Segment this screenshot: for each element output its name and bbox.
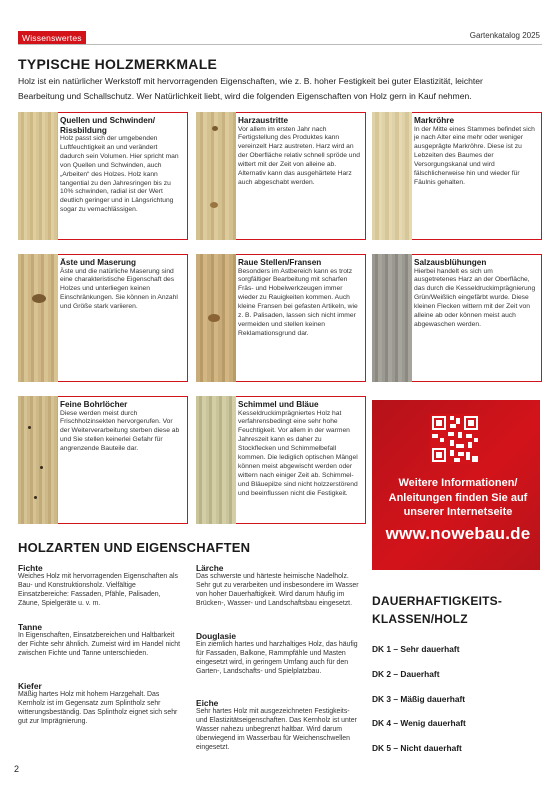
durability-class: DK 3 – Mäßig dauerhaft: [372, 694, 466, 704]
card-title: Raue Stellen/Fransen: [238, 258, 322, 267]
feature-card: [372, 254, 542, 382]
wood-description: Weiches Holz mit hervorragenden Eigenschaften als Bau- und Konstruktionsholz. Vielfältige Einsatzbereiche: Fassaden, Pfähle, Palisaden, Zäune, Spielgeräte u. v. m.: [18, 573, 178, 607]
feature-card: [18, 112, 188, 240]
feature-card: [18, 396, 188, 524]
wood-name: Lärche: [196, 563, 224, 573]
card-text: Äste und die natürliche Maserung sind eine charakteristische Eigenschaft des Holzes und unterliegen keinen Einschränkungen. Sie können in Anzahl und Größe stark variieren.: [60, 267, 178, 311]
card-text: Hierbei handelt es sich um ausgetretenes Harz an der Oberfläche, das durch die Kesseldruckimprägnierung Grün/Weißlich eingefärbt wurde. Diese kleinen Flecken wittern mit der Zeit von alleine ab oder können meist auch abgewaschen werden.: [414, 267, 536, 328]
wood-type: [18, 563, 183, 609]
section-title-woods: HOLZARTEN UND EIGENSCHAFTEN: [18, 540, 251, 555]
wood-name: Tanne: [18, 622, 43, 632]
wood-type: [18, 622, 183, 659]
durability-class: DK 1 – Sehr dauerhaft: [372, 644, 460, 654]
page-number: 2: [14, 764, 20, 774]
durability-class: DK 5 – Nicht dauerhaft: [372, 743, 462, 753]
wood-image: [196, 112, 238, 240]
wood-image: [372, 254, 414, 382]
catalog-title: Gartenkatalog 2025: [469, 31, 540, 40]
wood-name: Kiefer: [18, 681, 42, 691]
wood-type: [196, 563, 361, 609]
card-text: In der Mitte eines Stammes befindet sich je nach Alter eine mehr oder weniger ausgeprägte Markröhre. Diese ist zu Lebzeiten des Baumes der Versorgungskanal und wird fälschlicherweise hin und wieder für Fäulnis gehalten.: [414, 125, 535, 186]
header-divider: [18, 44, 542, 45]
card-text: Diese werden meist durch Frischholzinsekten hervorgerufen. Vor der Weiterverarbeitung sterben diese ab und Sie stellen keinerlei Gefahr für angrenzende Bauteile dar.: [60, 409, 180, 453]
qr-code-icon[interactable]: [430, 414, 480, 464]
card-text: Holz passt sich der umgebenden Luftfeuchtigkeit an und verändert dadurch sein Volumen. Hier spricht man von Quellen und Schwinden, auch „Arbeiten“ des Holzes. Holz kann tangential zu den Jahresringen bis zu 10% schwinden, radial ist der Wert deutlich geringer und in Längsrichtung sogar zu vernachlässigen.: [60, 135, 179, 214]
feature-card: [196, 396, 366, 524]
wood-image: [196, 254, 238, 382]
wood-type: [196, 698, 361, 753]
intro-text: Holz ist ein natürlicher Werkstoff mit hervorragenden Eigenschaften, wie z. B. hoher Festigkeit bei guter Elastizität, leichter Bearbeitung und Schallschutz. Wer Natürlichkeit liebt, wird die folgenden Eigenschaften von Holz gern in Kauf nehmen.: [18, 76, 483, 101]
durability-title: DAUERHAFTIGKEITS- KLASSEN/HOLZ: [372, 594, 503, 626]
promo-banner[interactable]: [372, 400, 540, 570]
card-title: Feine Bohrlöcher: [60, 400, 128, 409]
promo-text: Weitere Informationen/ Anleitungen finden Sie auf unserer Internetseite: [388, 477, 528, 518]
feature-card: [196, 112, 366, 240]
card-text: Kesseldruckimprägniertes Holz hat verfahrensbedingt eine sehr hohe Feuchtigkeit. Vor allem in der warmen Jahreszeit kann es daher zu Stockflecken und Schimmelbefall kommen. Die lediglich optischen Mängel können meist abgewischt werden oder wittern nach einiger Zeit ab. Schimmel- und Bläuepilze sind nicht holzzerstörend und beeinflussen nicht die Festigkeit.: [238, 409, 358, 497]
wood-description: Mäßig hartes Holz mit hohem Harzgehalt. Das Kernholz ist im Gegensatz zum Splintholz sehr witterungsbeständig. Das Splintholz eignet sich sehr gut zur Imprägnierung.: [18, 691, 178, 725]
card-text: Vor allem im ersten Jahr nach Fertigstellung des Produktes kann vereinzelt Harz austreten. Harz wird an der Oberfläche relativ schnell spröde und wittert mit der Zeit von alleine ab. Alternativ kann das ausgehärtete Harz auch abgeschabt werden.: [238, 125, 360, 186]
wood-image: [18, 254, 60, 382]
card-title: Harzaustritte: [238, 116, 289, 125]
wood-description: Sehr hartes Holz mit ausgezeichneten Festigkeits- und Elastizitätseigenschaften. Das Kernholz ist unter Wasser nahezu unbegrenzt haltbar. Wird darum überwiegend im Wasserbau für Weichenschwellen eingesetzt.: [196, 708, 357, 751]
wood-name: Douglasie: [196, 631, 237, 641]
wood-description: Das schwerste und härteste heimische Nadelholz. Sehr gut zu verarbeiten und insbesondere im Wasser von hoher Dauerhaftigkeit. Wird darum häufig im Brücken-, Wasser- und Landschaftsbau eingesetzt.: [196, 573, 359, 607]
wood-image: [18, 396, 60, 524]
card-title: Markröhre: [414, 116, 455, 125]
section-tag: Wissenswertes: [18, 31, 86, 45]
wood-image: [18, 112, 60, 240]
wood-type: [196, 631, 361, 677]
card-title: Salzausblühungen: [414, 258, 487, 267]
card-text: Besonders im Astbereich kann es trotz sorgfältiger Bearbeitung mit scharfen Fräs- und Hobelwerkzeugen immer wieder zu Rauigkeiten kommen. Auch kleine Fransen bei gefasten Artikeln, wie z. B. Palisaden, lassen sich nicht immer vermeiden und stellen keinen Reklamationsgrund dar.: [238, 267, 358, 337]
wood-name: Eiche: [196, 698, 219, 708]
card-title: Quellen und Schwinden/ Rissbildung: [60, 116, 156, 135]
feature-card: [18, 254, 188, 382]
wood-type: [18, 681, 183, 727]
website-link[interactable]: www.nowebau.de: [385, 524, 531, 543]
feature-card: [372, 112, 542, 240]
feature-card: [196, 254, 366, 382]
card-title: Äste und Maserung: [60, 258, 136, 267]
wood-image: [372, 112, 414, 240]
wood-description: Ein ziemlich hartes und harzhaltiges Holz, das häufig für Fassaden, Balkone, Rammpfähle und Masten eingesetzt wird, in geringem Umfang auch für den Garten-, Landschafts- und Spielplatzbau.: [196, 641, 358, 675]
section-title-features: TYPISCHE HOLZMERKMALE: [18, 56, 218, 72]
card-title: Schimmel und Bläue: [238, 400, 319, 409]
wood-description: In Eigenschaften, Einsatzbereichen und Haltbarkeit der Fichte sehr ähnlich. Zumeist wird im Handel nicht zwischen Fichte und Tanne unterschieden.: [18, 632, 180, 657]
wood-name: Fichte: [18, 563, 43, 573]
wood-image: [196, 396, 238, 524]
durability-class: DK 2 – Dauerhaft: [372, 669, 440, 679]
durability-class: DK 4 – Wenig dauerhaft: [372, 718, 466, 728]
